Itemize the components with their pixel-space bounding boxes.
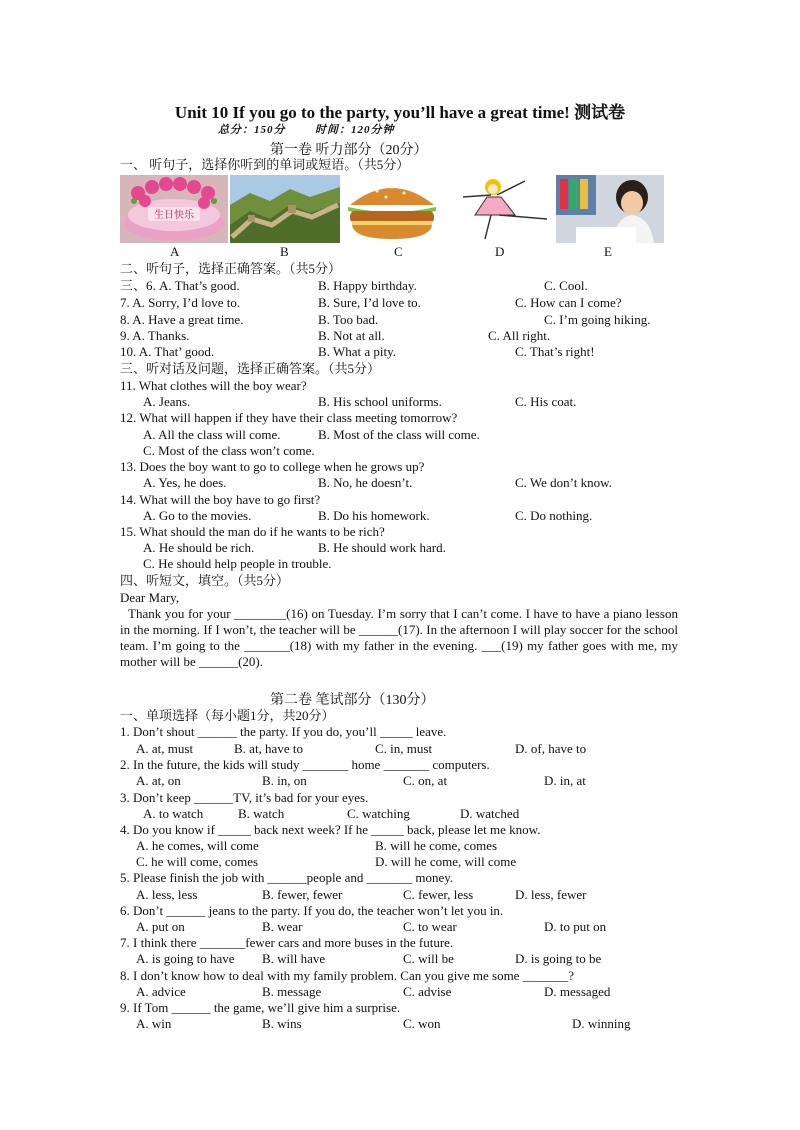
option-b: B. wear: [262, 919, 303, 934]
question-text: 14. What will the boy have to go first?: [120, 492, 321, 507]
option-a: A. is going to have: [136, 951, 235, 966]
option-b: B. Not at all.: [318, 328, 385, 343]
option-a: 三、6. A. That’s good.: [120, 278, 240, 293]
option-b: B. fewer, fewer: [262, 887, 343, 902]
option-a: 7. A. Sorry, I’d love to.: [120, 295, 241, 310]
picture-label: B: [280, 244, 289, 259]
question-text: 11. What clothes will the boy wear?: [120, 378, 307, 393]
picture-label: D: [495, 244, 505, 259]
picture-label: A: [170, 244, 180, 259]
birthday-cake-icon: [120, 175, 228, 243]
option-c: C. We don’t know.: [515, 475, 612, 490]
option-d: D. less, fewer: [515, 887, 587, 902]
question-text: 3. Don’t keep ______TV, it’s bad for your eyes.: [120, 790, 369, 805]
option-a: A. advice: [136, 984, 186, 999]
option-b: B. watch: [238, 806, 285, 821]
option-b: B. His school uniforms.: [318, 394, 442, 409]
cake-text: 生日快乐: [154, 210, 194, 221]
option-a: A. Jeans.: [143, 394, 191, 409]
question-text: 8. I don’t know how to deal with my family problem. Can you give me some _______?: [120, 968, 574, 983]
girl-writing-icon: [556, 175, 664, 243]
option-b: B. wins: [262, 1016, 302, 1031]
part2-heading: 第二卷 笔试部分（130分）: [270, 693, 435, 708]
option-c: C. Most of the class won’t come.: [143, 443, 315, 458]
dancer-icon: [455, 175, 553, 243]
section-heading: 二、听句子，选择正确答案。（共5分）: [120, 261, 342, 276]
option-d: D. watched: [460, 806, 520, 821]
option-c: C. His coat.: [515, 394, 577, 409]
option-a: A. at, must: [136, 741, 194, 756]
option-d: D. messaged: [544, 984, 611, 999]
option-b: B. message: [262, 984, 322, 999]
option-c: C. won: [403, 1016, 441, 1031]
option-c: C. Do nothing.: [515, 508, 593, 523]
great-wall-icon: [230, 175, 340, 243]
option-b: B. in, on: [262, 773, 307, 788]
option-b: B. Too bad.: [318, 312, 379, 327]
option-c: C. he will come, comes: [136, 854, 259, 869]
option-b: B. will he come, comes: [375, 838, 498, 853]
part1-heading: 第一卷 听力部分（20分）: [270, 143, 428, 158]
option-a: A. he comes, will come: [136, 838, 259, 853]
option-a: 10. A. That’ good.: [120, 344, 215, 359]
question-text: 15. What should the man do if he wants to be rich?: [120, 524, 385, 539]
option-a: A. less, less: [136, 887, 198, 902]
option-a: A. He should be rich.: [143, 540, 255, 555]
option-c: C. watching: [347, 806, 410, 821]
option-a: A. win: [136, 1016, 172, 1031]
option-c: C. on, at: [403, 773, 448, 788]
option-b: B. will have: [262, 951, 326, 966]
total-score: 总分：150分: [218, 124, 286, 136]
question-text: 6. Don’t ______ jeans to the party. If you do, the teacher won’t let you in.: [120, 903, 504, 918]
option-b: B. Do his homework.: [318, 508, 430, 523]
question-text: 9. If Tom ______ the game, we’ll give him a surprise.: [120, 1000, 401, 1015]
option-a: A. put on: [136, 919, 185, 934]
exam-meta: [218, 121, 395, 137]
option-c: C. That’s right!: [515, 344, 595, 359]
option-c: C. will be: [403, 951, 454, 966]
option-a: A. Go to the movies.: [143, 508, 252, 523]
question-text: 13. Does the boy want to go to college when he grows up?: [120, 459, 425, 474]
option-b: B. at, have to: [234, 741, 303, 756]
question-text: 12. What will happen if they have their class meeting tomorrow?: [120, 410, 458, 425]
letter-greeting: Dear Mary,: [120, 590, 180, 605]
section-heading: 四、听短文，填空。（共5分）: [120, 573, 290, 588]
option-d: D. in, at: [544, 773, 586, 788]
picture-label: C: [394, 244, 403, 259]
option-c: C. advise: [403, 984, 452, 999]
option-a: A. to watch: [143, 806, 204, 821]
option-b: B. Most of the class will come.: [318, 427, 480, 442]
hamburger-icon: [342, 175, 442, 243]
option-b: B. Sure, I’d love to.: [318, 295, 421, 310]
section-heading: 三、听对话及问题，选择正确答案。（共5分）: [120, 361, 381, 376]
option-c: C. in, must: [375, 741, 433, 756]
question-text: 2. In the future, the kids will study _______ home _______ computers.: [120, 757, 490, 772]
option-a: A. at, on: [136, 773, 181, 788]
option-a: 9. A. Thanks.: [120, 328, 190, 343]
option-a: A. Yes, he does.: [143, 475, 227, 490]
option-b: B. What a pity.: [318, 344, 396, 359]
section-heading: 一、 听句子，选择你听到的单词或短语。（共5分）: [120, 157, 410, 172]
option-c: C. Cool.: [544, 278, 588, 293]
option-d: D. is going to be: [515, 951, 602, 966]
page-title: Unit 10 If you go to the party, you’ll have a great time! 测试卷: [174, 103, 626, 122]
option-b: B. He should work hard.: [318, 540, 446, 555]
question-text: 7. I think there _______fewer cars and more buses in the future.: [120, 935, 454, 950]
question-text: 5. Please finish the job with ______people and _______ money.: [120, 870, 454, 885]
option-c: C. I’m going hiking.: [544, 312, 651, 327]
option-d: D. will he come, will come: [375, 854, 517, 869]
option-c: C. All right.: [488, 328, 551, 343]
question-text: 4. Do you know if _____ back next week? If he _____ back, please let me know.: [120, 822, 541, 837]
option-a: A. All the class will come.: [143, 427, 281, 442]
option-d: D. of, have to: [515, 741, 587, 756]
question-text: 1. Don’t shout ______ the party. If you do, you’ll _____ leave.: [120, 724, 447, 739]
option-c: C. to wear: [403, 919, 457, 934]
picture-label: E: [604, 244, 612, 259]
option-a: 8. A. Have a great time.: [120, 312, 244, 327]
option-b: B. Happy birthday.: [318, 278, 417, 293]
option-c: C. How can I come?: [515, 295, 622, 310]
option-b: B. No, he doesn’t.: [318, 475, 413, 490]
cloze-paragraph: Thank you for your ________(16) on Tuesday. I’m sorry that I can’t come. I have to have a piano lesson in the morning. If I won’t, the teacher will be ______(17). In the afternoon I will play soccer for the school team. I’m going to the _______(18) with my father in the evening. ___(19) my father goes with me, my mother will be ______(20).: [120, 606, 678, 669]
section-heading: 一、单项选择（每小题1分，共20分）: [120, 708, 335, 723]
exam-time: 时间：120分钟: [315, 124, 395, 136]
option-c: C. He should help people in trouble.: [143, 556, 332, 571]
option-d: D. to put on: [544, 919, 607, 934]
option-c: C. fewer, less: [403, 887, 474, 902]
option-d: D. winning: [572, 1016, 631, 1031]
